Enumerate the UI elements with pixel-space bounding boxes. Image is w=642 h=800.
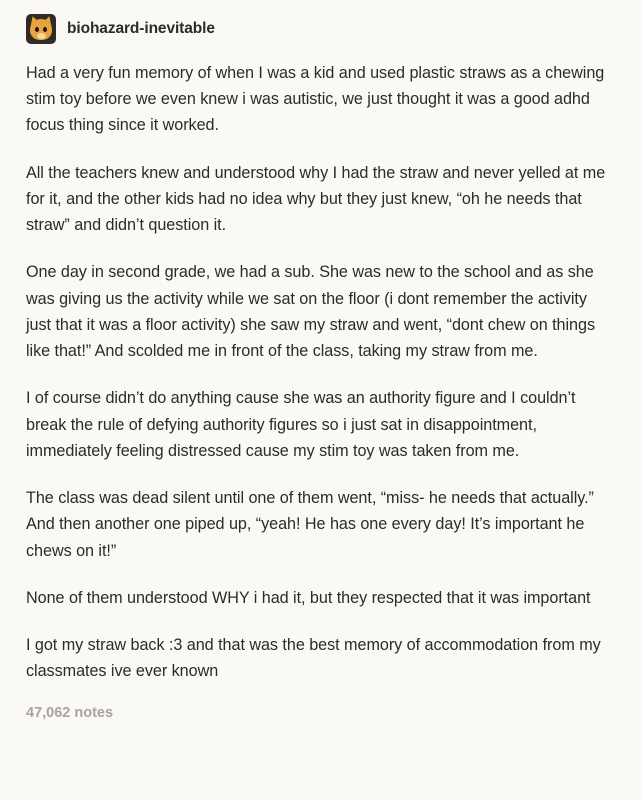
fox-avatar-muzzle-icon — [37, 33, 46, 39]
fox-avatar-eye-right-icon — [43, 27, 47, 32]
avatar[interactable] — [26, 14, 56, 44]
notes-count[interactable]: 47,062 notes — [26, 705, 114, 722]
post-paragraph: All the teachers knew and understood why I had the straw and never yelled at me for it, and the other kids had no idea why but they just knew, “oh he needs that straw” and didn’t question it. — [26, 163, 606, 235]
post-paragraph: The class was dead silent until one of them went, “miss- he needs that actually.” And then another one piped up, “yeah! He has one every day! It’s important he chews on it!” — [26, 489, 594, 560]
post-paragraph: I of course didn’t do anything cause she was an authority figure and I couldn’t break the rule of defying authority figures so i just sat in disappointment, immediately feeling distressed cause my stim toy was taken from me. — [26, 389, 576, 460]
post-header — [26, 14, 616, 44]
fox-avatar-eye-left-icon — [35, 27, 39, 32]
post-paragraph: None of them understood WHY i had it, but they respected that it was important — [26, 588, 591, 607]
post-paragraph: I got my straw back :3 and that was the best memory of accommodation from my classmates ive ever known — [26, 635, 601, 681]
username[interactable]: biohazard-inevitable — [67, 20, 215, 37]
post-paragraph: Had a very fun memory of when I was a kid and used plastic straws as a chewing stim toy before we even knew i was autistic, we just thought it was a good adhd focus thing since it worked. — [26, 64, 605, 135]
post-paragraph: One day in second grade, we had a sub. She was new to the school and as she was giving us the activity while we sat on the floor (i dont remember the activity just that it was a floor activity) she saw my straw and went, “dont chew on things like that!” And scolded me in front of the class, taking my straw from me. — [26, 263, 596, 361]
post-body — [26, 60, 616, 684]
